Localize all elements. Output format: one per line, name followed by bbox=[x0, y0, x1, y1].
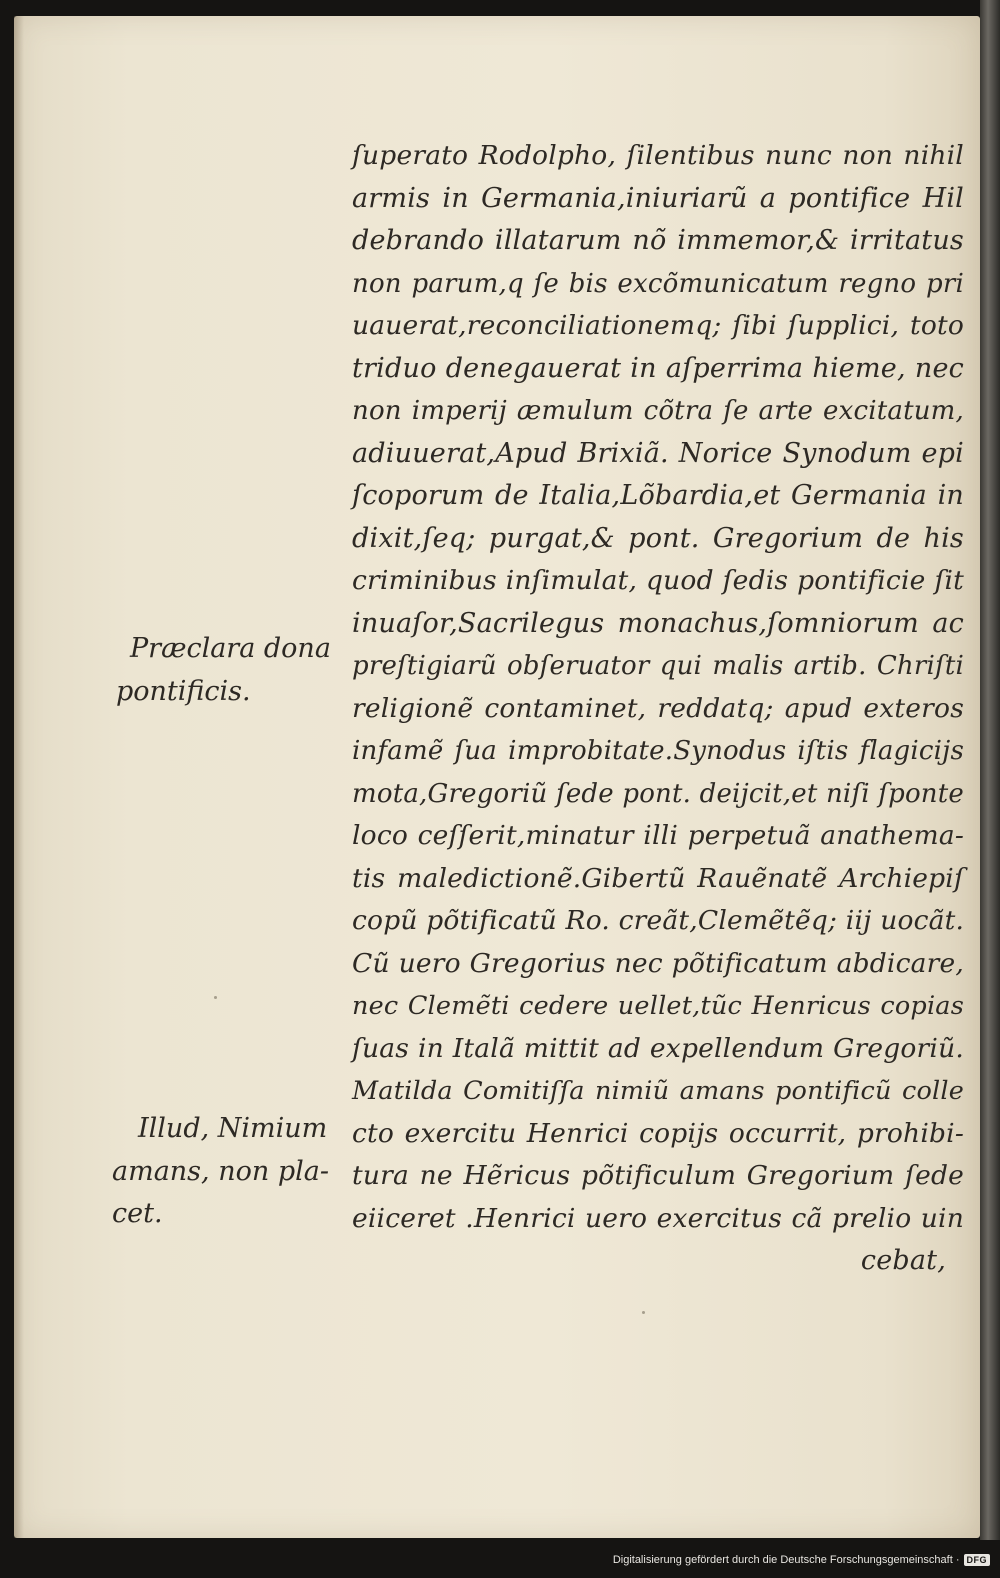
marginal-line: amans, non pla- bbox=[112, 1155, 329, 1187]
dfg-logo: DFG bbox=[964, 1554, 991, 1566]
text-line: adiuuerat,Apud Brixiã. Norice Synodum epi bbox=[352, 437, 964, 469]
marginal-line: Præclara dona bbox=[130, 633, 331, 664]
text-line: religionẽ contaminet, reddatq; apud exteros bbox=[352, 692, 964, 724]
text-line: tura ne Hẽricus põtificulum Gregorium ſede bbox=[352, 1160, 964, 1191]
text-line: non parum,q ſe bis excõmunicatum regno pri bbox=[352, 268, 964, 299]
text-line: inuaſor,Sacrilegus monachus,ſomniorum ac bbox=[352, 607, 964, 639]
page-left-edge bbox=[14, 16, 24, 1538]
text-line: uauerat,reconciliationemq; ſibi ſupplici, toto bbox=[352, 310, 964, 341]
text-line: debrando illatarum nõ immemor,& irritatus bbox=[352, 225, 964, 256]
text-line: copũ põtificatũ Ro. creãt,Clemẽtẽq; iij uocãt. bbox=[352, 905, 965, 936]
main-text-block bbox=[352, 135, 964, 1283]
text-line: ſuperato Rodolpho, ſilentibus nunc non nihil bbox=[352, 140, 964, 171]
text-line: eiiceret .Henrici uero exercitus cã prelio uin bbox=[352, 1202, 964, 1234]
marginal-note-praeclara bbox=[116, 628, 342, 713]
marginal-line: cet. bbox=[112, 1198, 163, 1229]
text-line: ſcoporum de Italia,Lõbardia,et Germania in bbox=[352, 480, 964, 511]
text-line: non imperij æmulum cõtra ſe arte excitatum, bbox=[352, 396, 964, 426]
text-line: armis in Germania,iniuriarũ a pontifice Hil bbox=[352, 182, 964, 214]
text-line: triduo denegauerat in aſperrima hieme, nec bbox=[352, 352, 964, 384]
marginal-line: Illud, Nimium bbox=[138, 1113, 328, 1144]
footer-text: Digitalisierung gefördert durch die Deutsche Forschungsgemeinschaft · bbox=[612, 1554, 960, 1566]
footer-credit bbox=[613, 1554, 990, 1566]
text-line: loco ceſſerit,minatur illi perpetuã anathema- bbox=[352, 820, 964, 851]
binding-strip bbox=[980, 0, 1000, 1540]
text-line: ſuas in Italã mittit ad expellendum Gregoriũ. bbox=[352, 1032, 964, 1064]
text-line: preſtigiarũ obſeruator qui malis artib. Chriſti bbox=[352, 651, 964, 681]
text-line: Cũ uero Gregorius nec põtificatum abdicare, bbox=[352, 947, 964, 979]
paper-speck bbox=[214, 996, 217, 999]
paper-speck bbox=[642, 1311, 645, 1314]
text-line: mota,Gregoriũ ſede pont. deijcit,et niſi ſponte bbox=[352, 778, 964, 809]
marginal-note-illud bbox=[112, 1108, 342, 1236]
text-line: nec Clemẽti cedere uellet,tũc Henricus copias bbox=[352, 991, 964, 1021]
text-line: cto exercitu Henrici copijs occurrit, prohibi- bbox=[352, 1117, 964, 1149]
text-line: dixit,ſeq; purgat,& pont. Gregorium de his bbox=[352, 522, 964, 554]
text-line: tis maledictionẽ.Gibertũ Rauẽnatẽ Archiepiſ bbox=[352, 862, 964, 894]
catchword: cebat, bbox=[860, 1245, 946, 1276]
text-line: infamẽ ſua improbitate.Synodus iſtis flagicijs bbox=[352, 736, 964, 766]
text-line: criminibus inſimulat, quod ſedis pontificie ſit bbox=[352, 565, 964, 596]
text-line: Matilda Comitiſſa nimiũ amans pontificũ colle bbox=[352, 1076, 964, 1106]
marginal-line: pontificis. bbox=[116, 675, 251, 707]
